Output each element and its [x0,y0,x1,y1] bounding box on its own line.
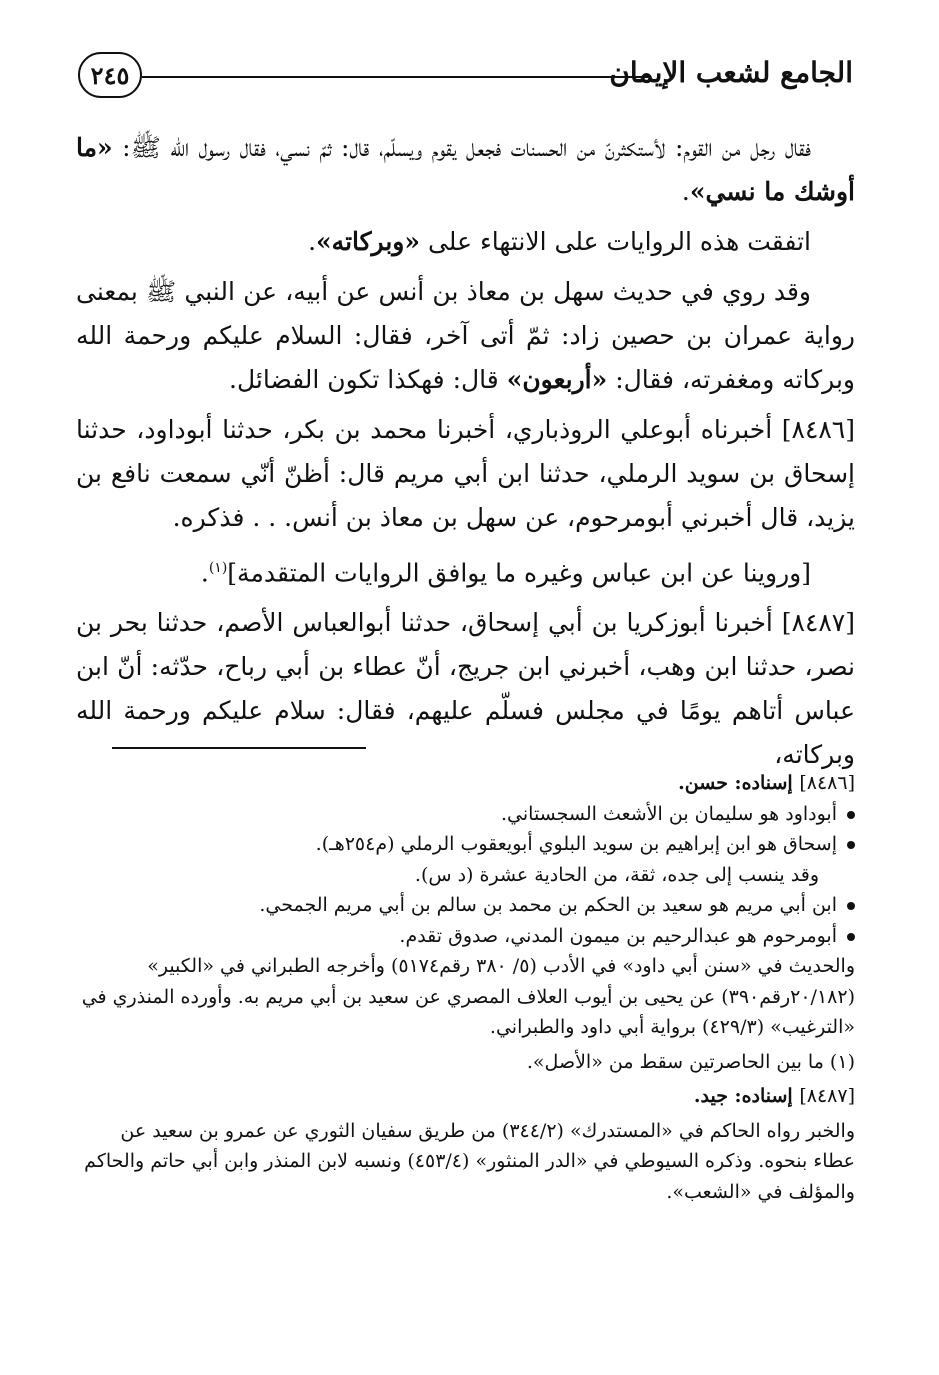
footnote-rule [112,747,366,749]
footnote-1: (١) ما بين الحاصرتين سقط من «الأصل». [526,1050,855,1073]
narrator-item: ابن أبي مريم هو سعيد بن الحكم بن محمد بن سالم بن أبي مريم الجمحي. [76,890,837,921]
running-title: الجامع لشعب الإيمان [609,56,853,89]
prophet-quote: «ما أوشك ما نسي» [76,133,855,206]
paragraph-1-end: . [681,177,690,206]
header-rule [142,76,648,78]
footnote-8486-heading [76,768,855,799]
footnotes [76,768,855,1207]
narrator-item: أبومرحوم هو عبدالرحيم بن ميمون المدني، صدوق تقدم. [76,921,837,952]
footnote-8487-label: [٨٤٨٧] [799,1085,855,1107]
footnote-8487-heading [76,1081,855,1112]
page-header [78,52,853,102]
narrator-item: إسحاق هو ابن إبراهيم بن سويد البلوي أبويعقوب الرملي (م٢٥٤هـ). [76,829,837,860]
paragraph-5-end: . [200,558,209,588]
paragraph-3-text: وقد روي في حديث سهل بن معاذ بن أنس عن أبيه، عن النبي ﷺ بمعنى رواية عمران بن حصين زاد: ثمّ أتى آخر، فقال: السلام عليكم ورحمة الله وبركاته ومغفرته، فقال: [76,277,855,394]
paragraph-3-end: قال: فهكذا تكون الفضائل. [229,365,507,394]
quoted-word: «وبركاته» [316,227,421,256]
footnote-8487-text: والخبر رواه الحاكم في «المستدرك» (٣٤٤/٢) من طريق سفيان الثوري عن عمرو بن سعيد عن عطاء بنحوه. وذكره السيوطي في «الدر المنثور» (٤٥٣/٤) ونسبه لابن المنذر وابن أبي حاتم والحاكم والمؤلف في «الشعب». [84,1119,855,1203]
hadith-8486: [٨٤٨٦] أخبرناه أبوعلي الروذباري، أخبرنا محمد بن بكر، حدثنا أبوداود، حدثنا إسحاق بن سويد الرملي، حدثنا ابن أبي مريم قال: أظنّ أنّي سمعت نافع بن يزيد، قال أخبرني أبومرحوم، عن سهل بن معاذ بن أنس. . . فذكره. [76,415,855,532]
footnote-marker: (١) [208,560,228,576]
paragraph-1 [76,126,855,214]
footnote-8486-grade: إسناده: حسن. [678,772,800,794]
paragraph-2-text: اتفقت هذه الروايات على الانتهاء على [420,227,811,256]
paragraph-1-text: فقال رجل من القوم: لأستكثرنّ من الحسنات فجعل يقوم ويسلّم، قال: ثمّ نسي، فقال رسول الله ﷺ: [112,133,811,162]
page-number: ٢٤٥ [78,52,142,98]
paragraph-5 [76,546,855,595]
hadith-sources-note: والحديث في «سنن أبي داود» في الأدب (٥/ ٣٨٠ رقم٥١٧٤) وأخرجه الطبراني في «الكبير» (٢٠/١٨٢رقم٣٩٠) عن يحيى بن أيوب العلاف المصري عن سعيد بن أبي مريم به. وأورده المنذري في «الترغيب» (٤٢٩/٣) برواية أبي داود والطبراني. [81,955,855,1038]
paragraph-5-text: [وروينا عن ابن عباس وغيره ما يوافق الروايات المتقدمة] [227,558,811,588]
paragraph-3 [76,270,855,402]
hadith-8487: [٨٤٨٧] أخبرنا أبوزكريا بن أبي إسحاق، حدثنا أبوالعباس الأصم، حدثنا بحر بن نصر، حدثنا ابن وهب، أخبرني ابن جريج، أنّ عطاء بن أبي رباح، حدّثه: أنّ ابن عباس أتاهم يومًا في مجلس فسلّم عليهم، فقال: سلام عليكم ورحمة الله وبركاته، [76,608,855,770]
paragraph-2-end: . [308,227,317,256]
narrator-item-note: وقد ينسب إلى جده، ثقة، من الحادية عشرة (د س). [414,863,819,886]
footnote-8486-label: [٨٤٨٦] [799,772,855,794]
narrator-list [76,799,855,952]
main-text [76,126,855,783]
paragraph-2 [76,220,855,264]
footnote-8487-grade: إسناده: جيد. [693,1085,800,1107]
narrator-item: أبوداود هو سليمان بن الأشعث السجستاني. [76,799,837,830]
quoted-number: «أربعون» [506,365,608,394]
